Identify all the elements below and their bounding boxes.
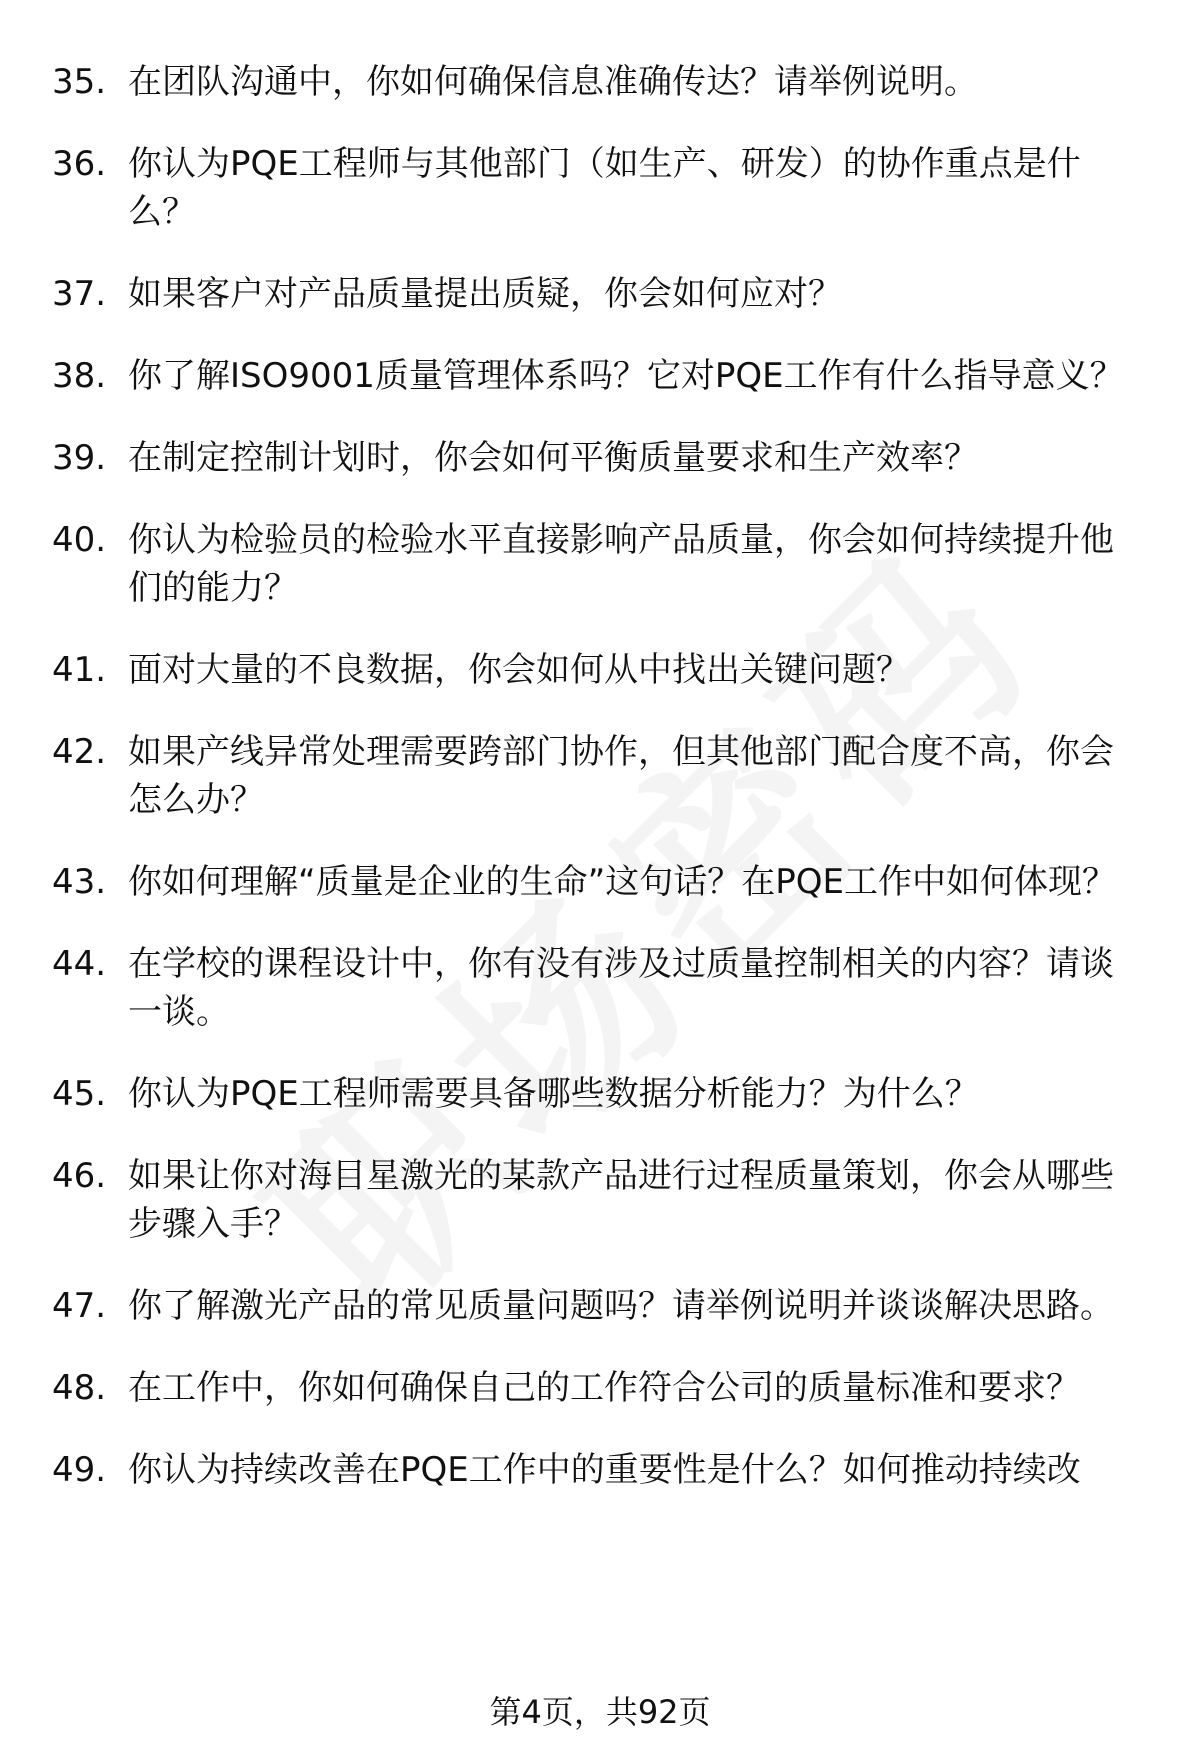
- question-item: [52, 1070, 1142, 1118]
- question-list: [52, 58, 1142, 1528]
- question-item: [52, 516, 1142, 612]
- question-item: [52, 140, 1142, 236]
- question-text: 你如何理解“质量是企业的生命”这句话？在PQE工作中如何体现？: [128, 862, 1116, 902]
- question-item: [52, 646, 1142, 694]
- question-item: [52, 728, 1142, 824]
- question-text: 你了解激光产品的常见质量问题吗？请举例说明并谈谈解决思路。: [128, 1286, 1114, 1326]
- question-item: [52, 1364, 1142, 1412]
- question-item: [52, 434, 1142, 482]
- page-footer: 第4页，共92页: [489, 1693, 711, 1731]
- question-item: [52, 352, 1142, 400]
- question-number: 37.: [52, 274, 107, 314]
- question-item: [52, 1282, 1142, 1330]
- question-text: 你认为PQE工程师需要具备哪些数据分析能力？为什么？: [128, 1074, 979, 1114]
- question-text: 你了解ISO9001质量管理体系吗？它对PQE工作有什么指导意义？: [128, 356, 1124, 396]
- question-text: 面对大量的不良数据，你会如何从中找出关键问题？: [128, 650, 910, 690]
- question-item: [52, 270, 1142, 318]
- question-text: 在学校的课程设计中，你有没有涉及过质量控制相关的内容？请谈一谈。: [128, 944, 1114, 1032]
- question-number: 45.: [52, 1074, 107, 1114]
- question-text: 如果产线异常处理需要跨部门协作，但其他部门配合度不高，你会怎么办？: [128, 732, 1114, 820]
- question-number: 35.: [52, 62, 107, 102]
- question-number: 43.: [52, 862, 107, 902]
- question-text: 在制定控制计划时，你会如何平衡质量要求和生产效率？: [128, 438, 978, 478]
- question-number: 39.: [52, 438, 107, 478]
- question-number: 47.: [52, 1286, 107, 1326]
- question-item: [52, 940, 1142, 1036]
- question-text: 在工作中，你如何确保自己的工作符合公司的质量标准和要求？: [128, 1368, 1080, 1408]
- question-item: [52, 1152, 1142, 1248]
- question-text: 你认为检验员的检验水平直接影响产品质量，你会如何持续提升他们的能力？: [128, 520, 1114, 608]
- question-number: 46.: [52, 1156, 107, 1196]
- question-text: 在团队沟通中，你如何确保信息准确传达？请举例说明。: [128, 62, 978, 102]
- question-number: 49.: [52, 1450, 107, 1490]
- question-text: 如果客户对产品质量提出质疑，你会如何应对？: [128, 274, 842, 314]
- question-number: 36.: [52, 144, 107, 184]
- question-item: [52, 858, 1142, 906]
- question-text: 你认为持续改善在PQE工作中的重要性是什么？如何推动持续改: [128, 1450, 1081, 1490]
- question-number: 40.: [52, 520, 107, 560]
- question-number: 38.: [52, 356, 107, 396]
- question-text: 你认为PQE工程师与其他部门（如生产、研发）的协作重点是什么？: [128, 144, 1081, 232]
- question-item: [52, 1446, 1142, 1494]
- question-number: 48.: [52, 1368, 107, 1408]
- question-number: 44.: [52, 944, 107, 984]
- question-number: 42.: [52, 732, 107, 772]
- question-number: 41.: [52, 650, 107, 690]
- question-item: [52, 58, 1142, 106]
- question-text: 如果让你对海目星激光的某款产品进行过程质量策划，你会从哪些步骤入手？: [128, 1156, 1114, 1244]
